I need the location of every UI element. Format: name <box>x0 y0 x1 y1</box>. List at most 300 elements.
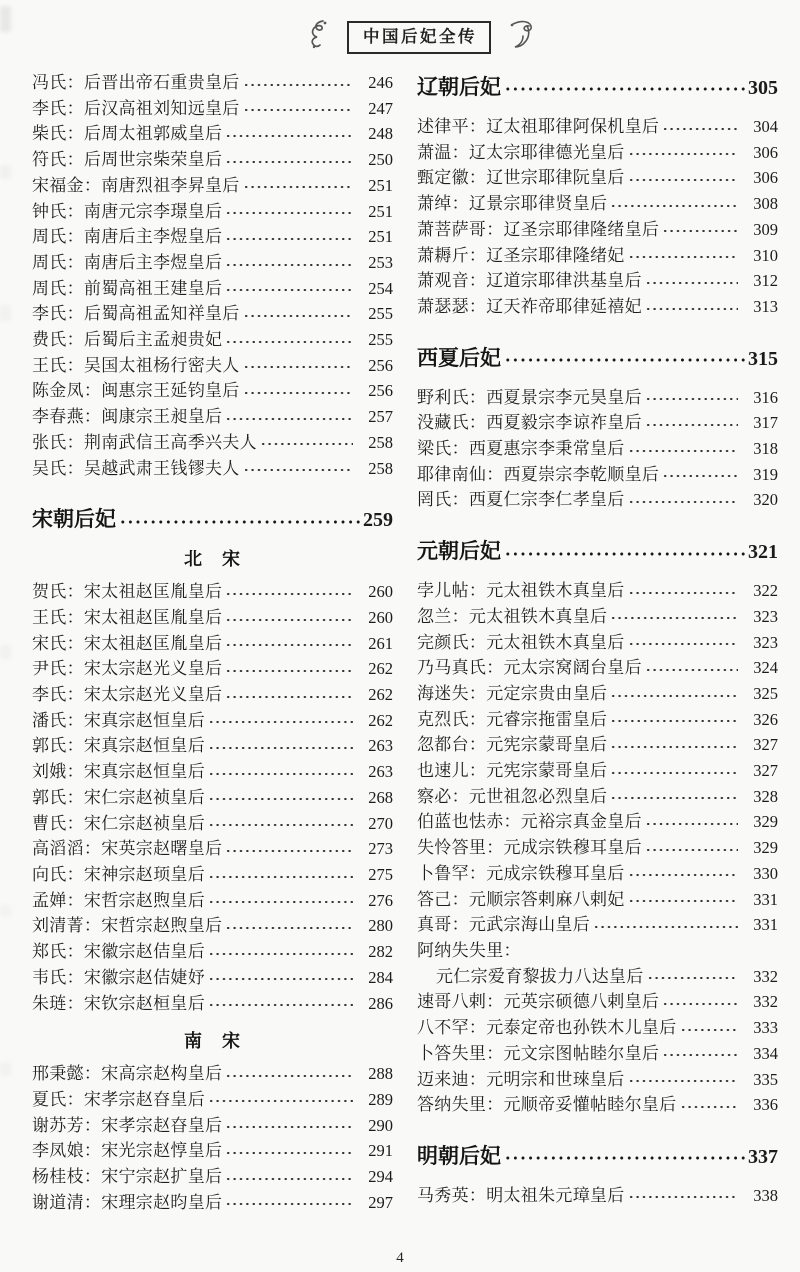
toc-entry <box>417 1041 778 1067</box>
folio-page-number: 4 <box>396 1250 404 1266</box>
dot-leader <box>206 1087 353 1113</box>
entry-text: 海迷失：元定宗贵由皇后 <box>417 683 608 703</box>
toc-entry <box>32 199 393 225</box>
entry-page-number: 273 <box>368 839 393 859</box>
entry-text: 钟氏：南唐元宗李璟皇后 <box>32 201 223 221</box>
toc-entry <box>32 301 393 327</box>
entry-page-number: 262 <box>368 685 393 705</box>
entry-page-number: 270 <box>368 813 393 833</box>
entry-text: 高滔滔：宋英宗赵曙皇后 <box>32 839 223 859</box>
entry-page-number: 325 <box>753 683 778 703</box>
entry-page-number: 290 <box>368 1115 393 1135</box>
entry-text: 费氏：后蜀后主孟昶贵妃 <box>32 330 223 350</box>
entry-text: 伯蓝也怯赤：元裕宗真金皇后 <box>417 812 642 832</box>
dot-leader <box>626 436 738 462</box>
book-title: 中国后妃全传 <box>347 21 491 54</box>
toc-entry <box>417 1067 778 1093</box>
entry-text: 述律平：辽太祖耶律阿保机皇后 <box>417 117 660 136</box>
entry-text: 贺氏：宋太祖赵匡胤皇后 <box>32 582 223 602</box>
entry-text: 谢道清：宋理宗赵昀皇后 <box>32 1192 223 1212</box>
toc-column-left <box>32 70 393 1215</box>
entry-text: 李氏：后蜀高祖孟知祥皇后 <box>32 304 240 324</box>
entry-page-number: 322 <box>753 581 778 601</box>
entry-page-number: 328 <box>753 786 778 806</box>
toc-entry <box>417 410 778 436</box>
dot-leader <box>241 301 353 327</box>
entry-page-number: 275 <box>368 864 393 884</box>
entry-page-number: 327 <box>753 735 778 755</box>
entry-text: 乃马真氏：元太宗窝阔台皇后 <box>417 658 642 678</box>
dot-leader <box>223 631 353 657</box>
entry-page-number: 309 <box>753 219 778 239</box>
toc-entry <box>32 733 393 759</box>
entry-page-number: 280 <box>368 916 393 936</box>
dot-leader <box>223 605 353 631</box>
entry-page-number: 335 <box>753 1069 778 1089</box>
toc-entry <box>32 656 393 682</box>
toc-entry <box>32 430 393 456</box>
toc-entry <box>417 887 778 913</box>
entry-page-number: 323 <box>753 632 778 652</box>
toc-entry <box>32 224 393 250</box>
dot-leader <box>223 1190 353 1216</box>
toc-entry <box>417 707 778 733</box>
toc-entry <box>417 912 778 938</box>
dot-leader <box>223 404 353 430</box>
entry-page-number: 330 <box>753 863 778 883</box>
entry-page-number: 334 <box>753 1043 778 1063</box>
entry-page-number: 258 <box>368 458 393 478</box>
entry-text: 也速儿：元宪宗蒙哥皇后 <box>417 761 608 781</box>
dot-leader <box>678 1015 739 1041</box>
toc-entry <box>32 785 393 811</box>
entry-text: 答纳失里：元顺帝妥懽帖睦尔皇后 <box>417 1095 677 1115</box>
entry-page-number: 294 <box>368 1167 393 1187</box>
chapter-heading <box>417 538 778 566</box>
dot-leader <box>645 964 738 990</box>
dot-leader <box>678 1092 739 1118</box>
entry-text: 阿纳失失里： <box>417 940 521 960</box>
entry-page-number: 256 <box>368 355 393 375</box>
toc-entry <box>32 70 393 96</box>
entry-text: 野利氏：西夏景宗李元昊皇后 <box>417 387 642 407</box>
toc-entry <box>32 173 393 199</box>
entry-page-number: 261 <box>368 633 393 653</box>
toc-entry <box>417 191 778 217</box>
dot-leader <box>502 1143 745 1171</box>
page-header <box>22 0 800 60</box>
entry-text: 谢苏芳：宋孝宗赵昚皇后 <box>32 1115 223 1135</box>
chapter-page-number: 305 <box>748 77 778 99</box>
toc-entry <box>32 939 393 965</box>
entry-text: 潘氏：宋真宗赵恒皇后 <box>32 710 205 730</box>
dot-leader <box>223 836 353 862</box>
dot-leader <box>626 165 738 191</box>
toc-entry <box>417 114 778 140</box>
toc-entry <box>417 217 778 243</box>
entry-page-number: 276 <box>368 890 393 910</box>
entry-page-number: 251 <box>368 227 393 247</box>
chapter-heading <box>417 1143 778 1171</box>
toc-entry <box>417 604 778 630</box>
dot-leader <box>206 939 353 965</box>
dot-leader <box>223 224 353 250</box>
entry-page-number: 323 <box>753 606 778 626</box>
entry-text: 忽都台：元宪宗蒙哥皇后 <box>417 735 608 755</box>
toc-entry <box>32 631 393 657</box>
dot-leader <box>660 1041 738 1067</box>
entry-page-number: 282 <box>368 942 393 962</box>
toc-entry <box>32 353 393 379</box>
dot-leader <box>206 888 353 914</box>
entry-text: 真哥：元武宗海山皇后 <box>417 915 590 935</box>
toc-entry <box>32 147 393 173</box>
entry-text: 郭氏：宋仁宗赵祯皇后 <box>32 787 205 807</box>
dot-leader <box>626 140 738 166</box>
dot-leader <box>626 887 738 913</box>
dot-leader <box>660 217 738 243</box>
entry-text: 甄定徽：辽世宗耶律阮皇后 <box>417 168 625 188</box>
entry-text: 萧耨斤：辽圣宗耶律隆绪妃 <box>417 245 625 265</box>
toc-entry <box>32 708 393 734</box>
entry-text: 向氏：宋神宗赵顼皇后 <box>32 864 205 884</box>
entry-text: 郑氏：宋徽宗赵佶皇后 <box>32 942 205 962</box>
toc-entry <box>417 268 778 294</box>
entry-text: 忽兰：元太祖铁木真皇后 <box>417 606 608 626</box>
toc-entry <box>417 578 778 604</box>
entry-text: 萧瑟瑟：辽天祚帝耶律延禧妃 <box>417 296 642 316</box>
entry-page-number: 253 <box>368 252 393 272</box>
entry-text: 李春燕：闽康宗王昶皇后 <box>32 407 223 427</box>
toc-entry <box>417 436 778 462</box>
toc-entry <box>417 989 778 1015</box>
toc-entry <box>32 378 393 404</box>
dot-leader <box>643 294 738 320</box>
entry-text: 王氏：宋太祖赵匡胤皇后 <box>32 607 223 627</box>
entry-page-number: 250 <box>368 150 393 170</box>
entry-text: 周氏：前蜀高祖王建皇后 <box>32 278 223 298</box>
entry-page-number: 304 <box>753 117 778 136</box>
dot-leader <box>223 579 353 605</box>
toc-entry <box>417 487 778 513</box>
dot-leader <box>117 506 360 534</box>
entry-page-number: 260 <box>368 582 393 602</box>
entry-page-number: 306 <box>753 142 778 162</box>
entry-page-number: 262 <box>368 710 393 730</box>
toc-entry <box>32 404 393 430</box>
entry-page-number: 327 <box>753 761 778 781</box>
chapter-heading <box>32 506 393 534</box>
toc-entry <box>32 965 393 991</box>
entry-text: 柴氏：后周太祖郭威皇后 <box>32 124 223 144</box>
entry-page-number: 256 <box>368 381 393 401</box>
toc-entry <box>32 579 393 605</box>
dot-leader <box>241 96 353 122</box>
toc-entry <box>417 655 778 681</box>
entry-text: 吴氏：吴越武肃王钱镠夫人 <box>32 458 240 478</box>
entry-page-number: 247 <box>368 98 393 118</box>
entry-text: 朱琏：宋钦宗赵桓皇后 <box>32 993 205 1013</box>
dot-leader <box>206 811 353 837</box>
entry-text: 曹氏：宋仁宗赵祯皇后 <box>32 813 205 833</box>
chapter-title: 元朝后妃 <box>417 539 501 564</box>
toc-entry <box>417 861 778 887</box>
dot-leader <box>223 250 353 276</box>
entry-text: 宋氏：宋太祖赵匡胤皇后 <box>32 633 223 653</box>
entry-page-number: 331 <box>753 915 778 935</box>
entry-page-number: 257 <box>368 407 393 427</box>
dot-leader <box>608 732 738 758</box>
dot-leader <box>608 604 738 630</box>
entry-text: 周氏：南唐后主李煜皇后 <box>32 252 223 272</box>
toc-entry <box>417 938 778 964</box>
entry-page-number: 316 <box>753 387 778 407</box>
dot-leader <box>258 430 353 456</box>
toc-entry <box>32 913 393 939</box>
dot-leader <box>643 835 738 861</box>
dot-leader <box>643 385 738 411</box>
dot-leader <box>591 912 738 938</box>
entry-page-number: 324 <box>753 658 778 678</box>
toc-entry <box>417 1183 778 1209</box>
entry-text: 速哥八剌：元英宗硕德八剌皇后 <box>417 992 660 1012</box>
dot-leader <box>223 1061 353 1087</box>
entry-page-number: 331 <box>753 889 778 909</box>
entry-text: 萧绰：辽景宗耶律贤皇后 <box>417 194 608 214</box>
toc-entry <box>32 836 393 862</box>
entry-page-number: 255 <box>368 330 393 350</box>
dot-leader <box>206 785 353 811</box>
dot-leader <box>241 173 353 199</box>
dot-leader <box>502 74 745 102</box>
entry-text: 马秀英：明太祖朱元璋皇后 <box>417 1185 625 1205</box>
entry-page-number: 262 <box>368 659 393 679</box>
dot-leader <box>502 538 745 566</box>
dot-leader <box>608 191 738 217</box>
chapter-page-number: 315 <box>748 347 778 370</box>
chapter-title: 西夏后妃 <box>417 345 501 370</box>
dot-leader <box>223 913 353 939</box>
entry-page-number: 254 <box>368 278 393 298</box>
toc-entry <box>417 630 778 656</box>
toc-content <box>0 60 800 1215</box>
phoenix-ornament-icon <box>507 18 537 57</box>
entry-page-number: 317 <box>753 413 778 433</box>
toc-entry <box>32 862 393 888</box>
entry-page-number: 319 <box>753 464 778 484</box>
dot-leader <box>223 656 353 682</box>
entry-text: 孟婵：宋哲宗赵煦皇后 <box>32 890 205 910</box>
toc-entry <box>32 276 393 302</box>
entry-page-number: 251 <box>368 175 393 195</box>
entry-text: 完颜氏：元太祖铁木真皇后 <box>417 632 625 652</box>
entry-page-number: 288 <box>368 1064 393 1084</box>
toc-entry <box>417 964 778 990</box>
entry-page-number: 260 <box>368 607 393 627</box>
dragon-ornament-icon <box>307 19 331 56</box>
entry-page-number: 255 <box>368 304 393 324</box>
entry-page-number: 336 <box>753 1095 778 1115</box>
dot-leader <box>660 989 738 1015</box>
entry-page-number: 310 <box>753 245 778 265</box>
entry-page-number: 332 <box>753 992 778 1012</box>
entry-text: 李氏：后汉高祖刘知远皇后 <box>32 98 240 118</box>
dot-leader <box>223 121 353 147</box>
entry-text: 宋福金：南唐烈祖李昇皇后 <box>32 175 240 195</box>
toc-entry <box>32 1061 393 1087</box>
entry-text: 萧菩萨哥：辽圣宗耶律隆绪皇后 <box>417 219 660 239</box>
dot-leader <box>608 784 738 810</box>
toc-entry <box>417 294 778 320</box>
chapter-title: 辽朝后妃 <box>417 75 501 99</box>
entry-text: 李氏：宋太宗赵光义皇后 <box>32 685 223 705</box>
entry-text: 张氏：荆南武信王高季兴夫人 <box>32 432 257 452</box>
entry-text: 梁氏：西夏惠宗李秉常皇后 <box>417 439 625 459</box>
dot-leader <box>626 630 738 656</box>
dot-leader <box>206 733 353 759</box>
toc-entry <box>32 605 393 631</box>
entry-text: 刘清菁：宋哲宗赵煦皇后 <box>32 916 223 936</box>
toc-entry <box>417 732 778 758</box>
toc-entry <box>32 327 393 353</box>
entry-page-number: 306 <box>753 168 778 188</box>
entry-page-number: 246 <box>368 73 393 92</box>
entry-text: 刘娥：宋真宗赵恒皇后 <box>32 762 205 782</box>
chapter-title: 明朝后妃 <box>417 1143 501 1168</box>
entry-text: 没藏氏：西夏毅宗李谅祚皇后 <box>417 413 642 433</box>
dot-leader <box>626 1067 738 1093</box>
dot-leader <box>241 353 353 379</box>
dot-leader <box>608 707 738 733</box>
toc-entry <box>32 811 393 837</box>
entry-text: 冯氏：后晋出帝石重贵皇后 <box>32 73 240 92</box>
entry-text: 韦氏：宋徽宗赵佶婕妤 <box>32 967 205 987</box>
toc-entry <box>32 759 393 785</box>
dot-leader <box>223 1113 353 1139</box>
dot-leader <box>660 114 738 140</box>
entry-page-number: 258 <box>368 432 393 452</box>
dot-leader <box>206 862 353 888</box>
entry-text: 符氏：后周世宗柴荣皇后 <box>32 150 223 170</box>
entry-text: 萧温：辽太宗耶律德光皇后 <box>417 142 625 162</box>
toc-entry <box>32 1138 393 1164</box>
dot-leader <box>223 327 353 353</box>
chapter-heading <box>417 345 778 373</box>
dot-leader <box>608 758 738 784</box>
dot-leader <box>643 268 738 294</box>
entry-text: 李凤娘：宋光宗赵惇皇后 <box>32 1141 223 1161</box>
entry-page-number: 263 <box>368 736 393 756</box>
dot-leader <box>223 1138 353 1164</box>
toc-entry <box>417 140 778 166</box>
toc-entry <box>417 835 778 861</box>
entry-page-number: 326 <box>753 709 778 729</box>
toc-entry <box>32 121 393 147</box>
toc-entry <box>32 1087 393 1113</box>
entry-page-number: 284 <box>368 967 393 987</box>
dot-leader <box>223 682 353 708</box>
entry-page-number: 333 <box>753 1018 778 1038</box>
dot-leader <box>241 70 353 96</box>
chapter-page-number: 259 <box>363 509 393 532</box>
dot-leader <box>626 861 738 887</box>
dot-leader <box>223 276 353 302</box>
entry-text: 元仁宗爱育黎拔力八达皇后 <box>436 966 644 986</box>
dot-leader <box>206 965 353 991</box>
dot-leader <box>643 809 738 835</box>
toc-entry <box>32 1113 393 1139</box>
entry-page-number: 318 <box>753 439 778 459</box>
entry-text: 卜鲁罕：元成宗铁穆耳皇后 <box>417 863 625 883</box>
toc-entry <box>32 991 393 1017</box>
entry-page-number: 308 <box>753 194 778 214</box>
dot-leader <box>626 487 738 513</box>
entry-text: 邢秉懿：宋高宗赵构皇后 <box>32 1064 223 1084</box>
toc-entry <box>417 809 778 835</box>
dot-leader <box>660 462 738 488</box>
toc-entry <box>32 250 393 276</box>
entry-page-number: 332 <box>753 966 778 986</box>
dot-leader <box>502 345 745 373</box>
chapter-heading <box>417 74 778 102</box>
dot-leader <box>206 708 353 734</box>
dot-leader <box>608 681 738 707</box>
chapter-page-number: 321 <box>748 541 778 564</box>
entry-page-number: 313 <box>753 296 778 316</box>
entry-page-number: 329 <box>753 838 778 858</box>
toc-entry <box>417 1015 778 1041</box>
dot-leader <box>241 378 353 404</box>
toc-entry <box>417 243 778 269</box>
entry-page-number: 286 <box>368 993 393 1013</box>
entry-text: 卜答失里：元文宗图帖睦尔皇后 <box>417 1043 660 1063</box>
entry-page-number: 297 <box>368 1192 393 1212</box>
chapter-page-number: 337 <box>748 1145 778 1168</box>
entry-page-number: 291 <box>368 1141 393 1161</box>
entry-text: 周氏：南唐后主李煜皇后 <box>32 227 223 247</box>
entry-text: 失怜答里：元成宗铁穆耳皇后 <box>417 838 642 858</box>
entry-page-number: 329 <box>753 812 778 832</box>
entry-page-number: 268 <box>368 787 393 807</box>
entry-text: 尹氏：宋太宗赵光义皇后 <box>32 659 223 679</box>
entry-page-number: 289 <box>368 1089 393 1109</box>
toc-entry <box>32 888 393 914</box>
dot-leader <box>223 147 353 173</box>
entry-text: 克烈氏：元睿宗拖雷皇后 <box>417 709 608 729</box>
toc-entry <box>417 784 778 810</box>
entry-text: 察必：元世祖忽必烈皇后 <box>417 786 608 806</box>
entry-text: 夏氏：宋孝宗赵昚皇后 <box>32 1089 205 1109</box>
toc-entry <box>32 96 393 122</box>
dot-leader <box>241 456 353 482</box>
entry-text: 杨桂枝：宋宁宗赵扩皇后 <box>32 1167 223 1187</box>
dot-leader <box>643 410 738 436</box>
toc-entry <box>417 1092 778 1118</box>
entry-page-number: 320 <box>753 490 778 510</box>
entry-page-number: 263 <box>368 762 393 782</box>
entry-text: 孛儿帖：元太祖铁木真皇后 <box>417 581 625 601</box>
toc-entry <box>32 682 393 708</box>
entry-page-number: 312 <box>753 271 778 291</box>
dot-leader <box>626 1183 738 1209</box>
entry-page-number: 338 <box>753 1185 778 1205</box>
entry-page-number: 251 <box>368 201 393 221</box>
entry-text: 答己：元顺宗答剌麻八剌妃 <box>417 889 625 909</box>
chapter-title: 宋朝后妃 <box>32 507 116 532</box>
dot-leader <box>206 759 353 785</box>
entry-text: 八不罕：元泰定帝也孙铁木儿皇后 <box>417 1018 677 1038</box>
subsection-heading: 南 宋 <box>184 1031 241 1052</box>
